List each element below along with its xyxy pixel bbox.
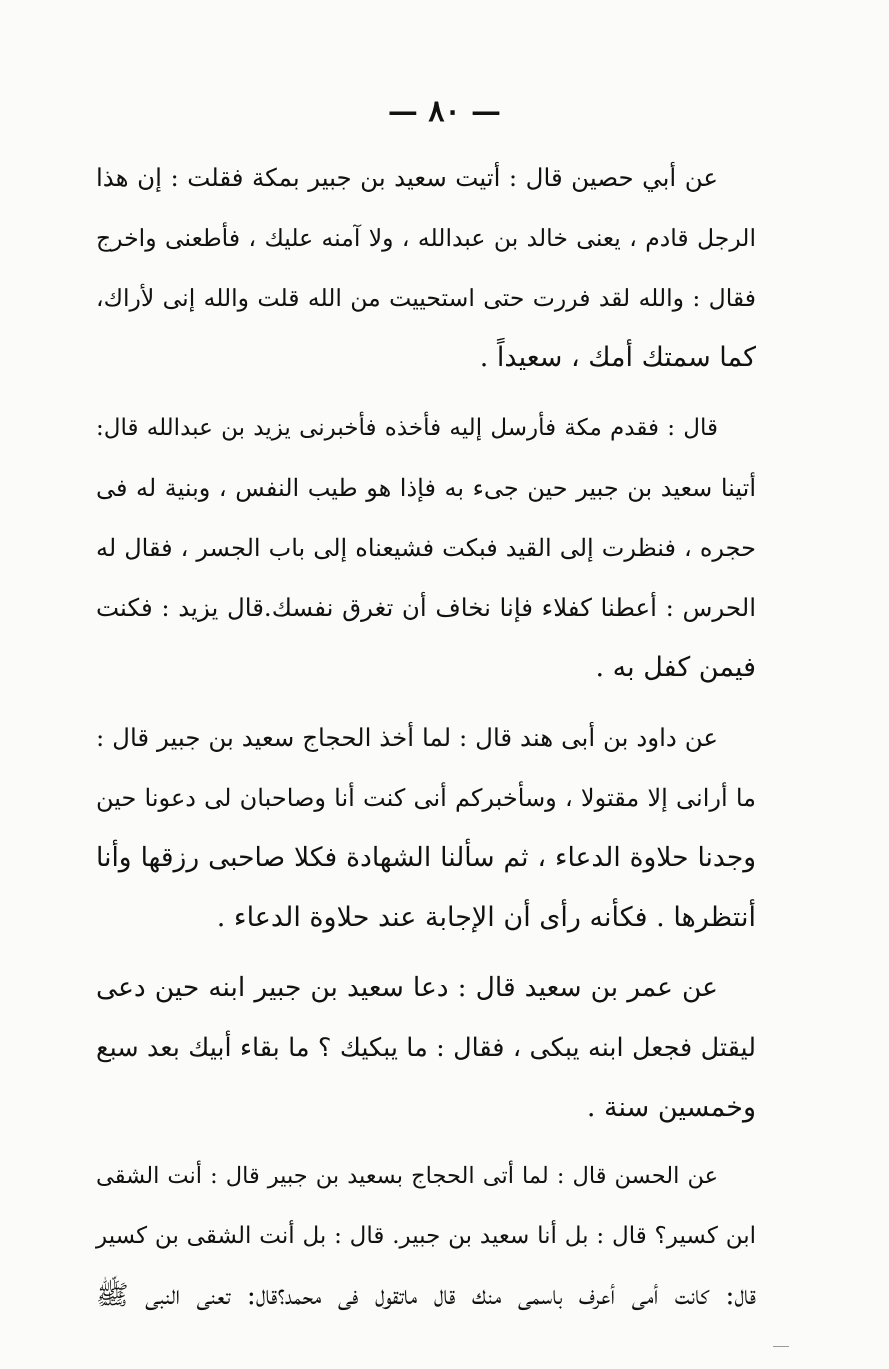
text-line: أنتظرها . فكأنه رأى أن الإجابة عند حلاوة الدعاء .	[216, 902, 756, 933]
text-line: عن الحسن قال : لما أتى الحجاج بسعيد بن جبير قال : أنت الشقى	[96, 1163, 718, 1189]
text-line: عن أبي حصين قال : أتيت سعيد بن جبير بمكة فقلت : إن هذا	[96, 163, 718, 192]
text-line: كما سمتك أمك ، سعيداً .	[479, 342, 756, 373]
text-line: فقال : والله لقد فررت حتى استحييت من الله قلت والله إنى لأراك،	[96, 284, 756, 312]
text-line: وجدنا حلاوة الدعاء ، ثم سألنا الشهادة فكلا صاحبى رزقها وأنا	[96, 842, 756, 873]
body-text	[96, 148, 756, 1334]
text-line: قال : فقدم مكة فأرسل إليه فأخذه فأخبرنى يزيد بن عبدالله قال:	[96, 415, 718, 441]
text-line: حجره ، فنظرت إلى القيد فبكت فشيعناه إلى باب الجسر ، فقال له	[96, 534, 756, 562]
text-line: وخمسين سنة .	[586, 1092, 756, 1123]
text-line: قال: كانت أمى أعرف باسمى منك قال ماتقول فى محمد؟قال: تعنى النبى ﷺ	[96, 1280, 756, 1311]
paragraph-abi-husayn	[96, 148, 756, 388]
text-line: الحرس : أعطنا كفلاء فإنا نخاف أن تغرق نفسك.قال يزيد : فكنت	[96, 593, 756, 622]
text-line: ليقتل فجعل ابنه يبكى ، فقال : ما يبكيك ؟ ما بقاء أبيك بعد سبع	[96, 1033, 756, 1063]
text-line: الرجل قادم ، يعنى خالد بن عبدالله ، ولا آمنه عليك ، فأطعنى واخرج	[96, 224, 756, 252]
paragraph-yazid	[96, 398, 756, 698]
page-number: — ٨٠ —	[387, 94, 502, 129]
paragraph-umar	[96, 958, 756, 1138]
text-line: عن عمر بن سعيد قال : دعا سعيد بن جبير ابنه حين دعى	[96, 972, 718, 1003]
text-line: ابن كسير؟ قال : بل أنا سعيد بن جبير. قال : بل أنت الشقى بن كسير	[96, 1223, 756, 1249]
text-line: أتينا سعيد بن جبير حين جىء به فإذا هو طيب النفس ، وبنية له فى	[96, 474, 756, 502]
text-line: فيمن كفل به .	[595, 652, 756, 683]
text-line: عن داود بن أبى هند قال : لما أخذ الحجاج سعيد بن جبير قال :	[96, 723, 718, 752]
text-line: ما أرانى إلا مقتولا ، وسأخبركم أنى كنت أنا وصاحبان لى دعونا حين	[96, 784, 756, 812]
paragraph-hasan	[96, 1146, 756, 1326]
paragraph-dawud	[96, 708, 756, 948]
page-edge-mark	[773, 1346, 789, 1347]
